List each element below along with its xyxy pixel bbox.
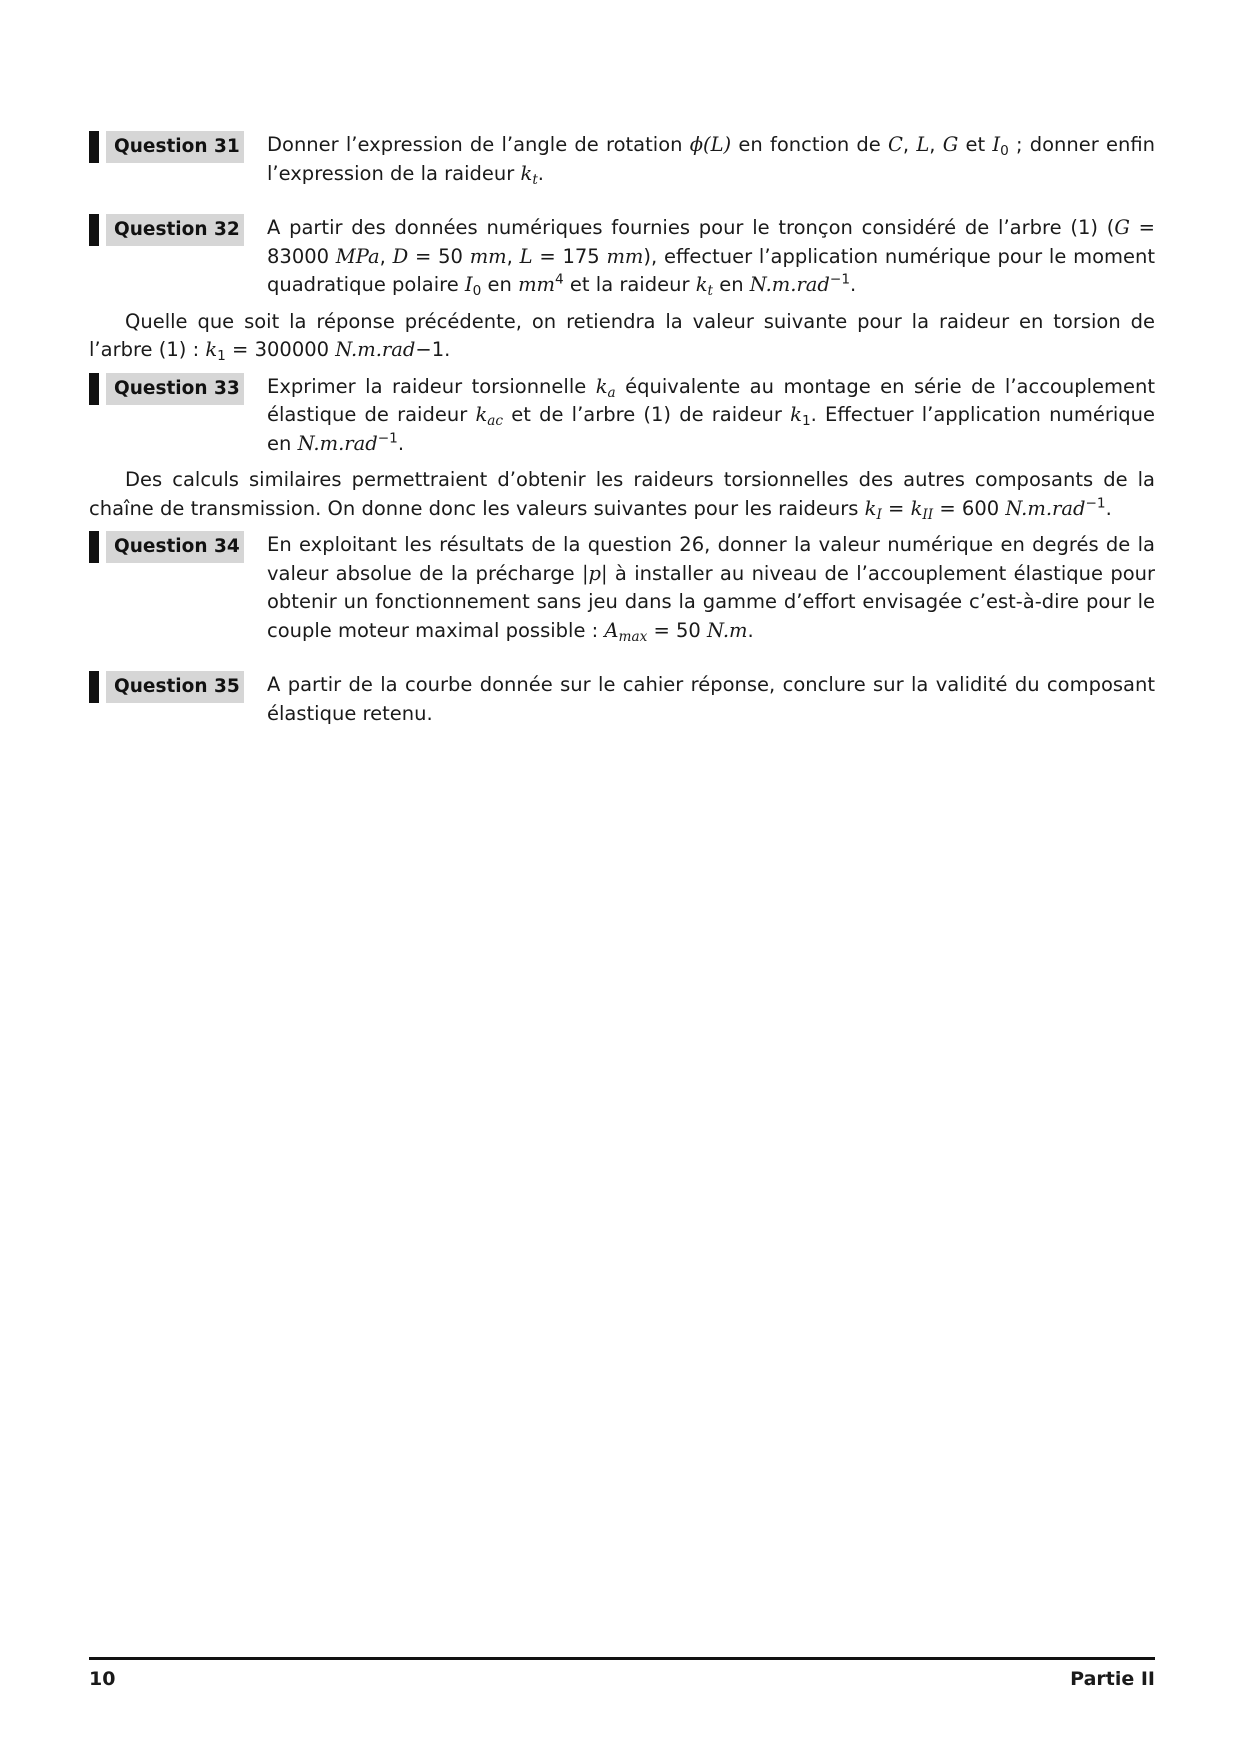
question-text: Donner l’expression de l’angle de rotation ϕ(L) en fonction de C, L, G et $I_0$ ; donner enfin l’expression de la raideur $k_t$. bbox=[267, 133, 1155, 188]
question-label bbox=[89, 531, 244, 563]
question-32 bbox=[89, 214, 1155, 300]
question-33 bbox=[89, 373, 1155, 459]
question-number: Question 32 bbox=[106, 214, 244, 246]
question-marker-bar bbox=[89, 671, 99, 703]
part-title: Partie II bbox=[1070, 1668, 1155, 1690]
question-number: Question 33 bbox=[106, 373, 244, 405]
paragraph-k1-value: Quelle que soit la réponse précédente, on retiendra la valeur suivante pour la raideur en torsion de l’arbre (1) : $k_1 = 300000$ N.m.rad−1. bbox=[89, 309, 1155, 365]
question-31 bbox=[89, 131, 1155, 188]
question-marker-bar bbox=[89, 214, 99, 246]
question-number: Question 34 bbox=[106, 531, 244, 563]
page-number: 10 bbox=[89, 1668, 116, 1690]
question-marker-bar bbox=[89, 131, 99, 163]
question-marker-bar bbox=[89, 531, 99, 563]
question-number: Question 31 bbox=[106, 131, 244, 163]
question-label bbox=[89, 373, 244, 405]
question-35 bbox=[89, 671, 1155, 728]
page-content bbox=[89, 131, 1155, 736]
question-marker-bar bbox=[89, 373, 99, 405]
footer-rule bbox=[89, 1657, 1155, 1660]
question-number: Question 35 bbox=[106, 671, 244, 703]
question-text: A partir des données numériques fournies pour le tronçon considéré de l’arbre (1) (G = 83000 MPa, D = 50 mm, L = 175 mm), effectuer l’application numérique pour le moment quadratique polaire $I_0$ en $mm^4$ et la raideur $k_t$ en N.m.rad$^{-1}$. bbox=[267, 216, 1156, 300]
question-34 bbox=[89, 531, 1155, 645]
question-label bbox=[89, 214, 244, 246]
paragraph-other-stiffnesses: Des calculs similaires permettraient d’obtenir les raideurs torsionnelles des autres composants de la chaîne de transmission. On donne donc les valeurs suivantes pour les raideurs $k_I = k_{II} = 600$ N.m.rad$^{-1}$. bbox=[89, 468, 1155, 523]
question-text: A partir de la courbe donnée sur le cahier réponse, conclure sur la validité du composant élastique retenu. bbox=[267, 673, 1155, 725]
question-text: Exprimer la raideur torsionnelle $k_a$ équivalente au montage en série de l’accouplement élastique de raideur $k_{ac}$ et de l’arbre (1) de raideur $k_1$. Effectuer l’application numérique en N.m.rad$^{-1}$. bbox=[267, 374, 1155, 455]
question-label bbox=[89, 671, 244, 703]
question-text: En exploitant les résultats de la question 26, donner la valeur numérique en degrés de la valeur absolue de la précharge |p| à installer au niveau de l’accouplement élastique pour obtenir un fonctionnement sans jeu dans la gamme d’effort envisagée c’est-à-dire pour le couple moteur maximal possible : $A_{max} = 50$ N.m. bbox=[267, 533, 1156, 645]
question-label bbox=[89, 131, 244, 163]
